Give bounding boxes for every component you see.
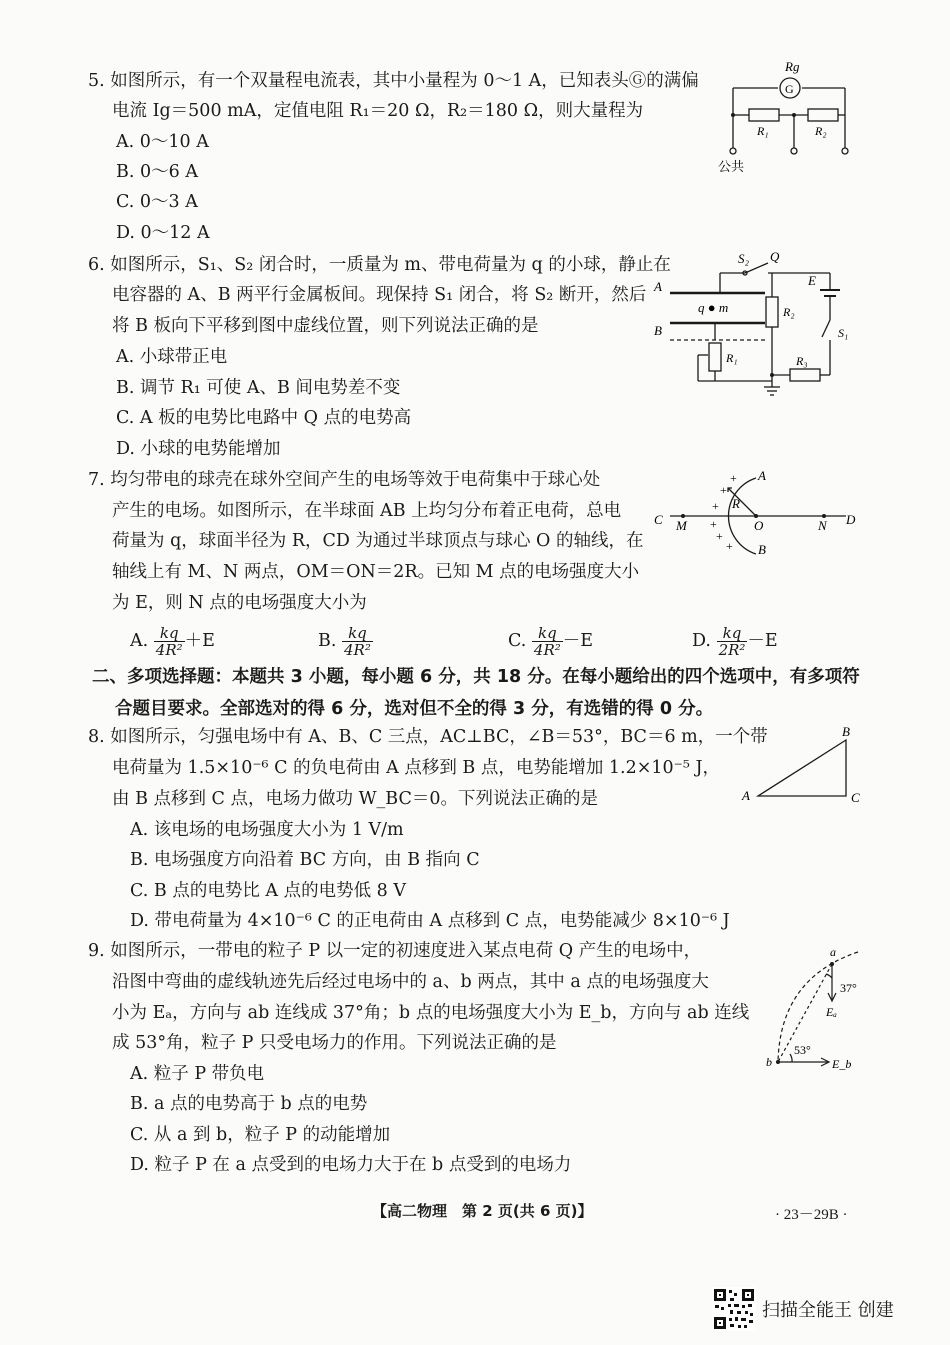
q5-option-c: C. 0～3 A [116, 192, 198, 212]
q7-fig-plus-2: + [720, 483, 727, 497]
q6-fig-ball-label: q ● m [698, 300, 729, 315]
q8-fig-a-label: A [742, 788, 750, 803]
q9-fig-ea-label: Eₐ [826, 1005, 837, 1019]
q8-stem-line-2: 电荷量为 1.5×10⁻⁶ C 的负电荷由 A 点移到 B 点，电势能增加 1.2×10⁻⁵ J， [112, 758, 720, 778]
q8-fig-c-label: C [851, 790, 860, 805]
q9-fig-angle-53: 53° [794, 1043, 811, 1057]
q5-fig-rg-label: Rg [785, 59, 800, 74]
q9-fig-b-label: b [766, 1055, 772, 1069]
q7-fig-m-label: M [676, 518, 687, 533]
q5-stem-line-1: 5. 如图所示，有一个双量程电流表，其中小量程为 0～1 A，已知表头Ⓖ的满偏 [88, 71, 699, 91]
q7-fig-plus-5: + [716, 529, 723, 543]
q6-stem-line-2: 电容器的 A、B 两平行金属板间。现保持 S₁ 闭合，将 S₂ 断开，然后 [112, 285, 647, 305]
q8-option-b: B. 电场强度方向沿着 BC 方向，由 B 指向 C [130, 850, 480, 870]
q6-option-a: A. 小球带正电 [116, 347, 228, 367]
q7-fig-a-label: A [758, 468, 766, 483]
q5-option-d: D. 0～12 A [116, 223, 210, 243]
q5-fig-r2-label: R₂ [815, 124, 827, 138]
q9-trajectory-diagram [760, 938, 875, 1073]
q9-fig-a-label: a [830, 945, 836, 959]
q7-stem-line-5: 为 E，则 N 点的电场强度大小为 [112, 593, 367, 613]
q9-stem-line-2: 沿图中弯曲的虚线轨迹先后经过电场中的 a、b 两点，其中 a 点的电场强度大 [112, 972, 709, 992]
q7-fig-plus-3: + [712, 499, 719, 513]
q8-option-a: A. 该电场的电场强度大小为 1 V/m [130, 820, 404, 840]
q9-option-b: B. a 点的电势高于 b 点的电势 [130, 1094, 368, 1114]
q6-fig-r1-label: R₁ [726, 351, 738, 365]
q7-stem-line-1: 7. 均匀带电的球壳在球外空间产生的电场等效于电荷集中于球心处 [88, 470, 601, 490]
q8-fig-b-label: B [842, 724, 850, 739]
q8-stem-line-1: 8. 如图所示，匀强电场中有 A、B、C 三点，AC⊥BC，∠B＝53°，BC＝6 m，一个带 [88, 727, 768, 747]
q7-fig-n-label: N [818, 518, 827, 533]
section-2-header-line-1: 二、多项选择题：本题共 3 小题，每小题 6 分，共 18 分。在每小题给出的四个选项中，有多项符 [92, 667, 860, 687]
q7-fig-d-label: D [846, 512, 856, 527]
q6-fig-s1-label: S₁ [838, 326, 849, 340]
q5-ammeter-circuit-diagram [715, 55, 865, 180]
q9-stem-line-1: 9. 如图所示，一带电的粒子 P 以一定的初速度进入某点电荷 Q 产生的电场中， [88, 941, 702, 961]
q7-option-d: D. $\frac{kq}{\text{2R²}}$ －E [692, 624, 778, 659]
q5-option-b: B. 0～6 A [116, 162, 198, 182]
section-2-header-line-2: 合题目要求。全部选对的得 6 分，选对但不全的得 3 分，有选错的得 0 分。 [115, 699, 714, 719]
q7-hemisphere-diagram [648, 462, 860, 562]
q9-option-c: C. 从 a 到 b，粒子 P 的动能增加 [130, 1125, 391, 1145]
q9-fig-eb-label: E_b [832, 1057, 852, 1071]
q9-option-d: D. 粒子 P 在 a 点受到的电场力大于在 b 点受到的电场力 [130, 1155, 572, 1175]
q7-fig-plus-6: + [726, 539, 733, 553]
q6-capacitor-circuit-diagram [650, 245, 855, 405]
q6-option-d: D. 小球的电势能增加 [116, 439, 281, 459]
q7-stem-line-3: 荷量为 q，球面半径为 R，CD 为通过半球顶点与球心 O 的轴线，在 [112, 531, 644, 551]
page-footer-code: · 23－29B · [775, 1207, 848, 1223]
q6-fig-r2-label: R₂ [783, 305, 795, 319]
q8-option-d: D. 带电荷量为 4×10⁻⁶ C 的正电荷由 A 点移到 C 点，电势能减少 8×10⁻⁶ J [130, 911, 730, 931]
q7-fig-plus-1: + [730, 471, 737, 485]
q7-fig-c-label: C [654, 512, 663, 527]
q7-stem-line-4: 轴线上有 M、N 两点，OM＝ON＝2R。已知 M 点的电场强度大小 [112, 562, 640, 582]
q5-fig-common-label: 公共 [718, 159, 745, 174]
q5-option-a: A. 0～10 A [116, 132, 209, 152]
q6-option-c: C. A 板的电势比电路中 Q 点的电势高 [116, 408, 412, 428]
q6-fig-q-label: Q [770, 249, 780, 264]
q5-fig-r1-label: R₁ [757, 124, 769, 138]
q7-fig-r-label: R [732, 496, 740, 511]
q8-triangle-diagram [738, 722, 863, 810]
q9-option-a: A. 粒子 P 带负电 [130, 1064, 265, 1084]
q6-fig-plate-b-label: B [654, 323, 662, 338]
q5-fig-galvanometer-label: G [785, 82, 794, 96]
q6-fig-e-label: E [808, 273, 816, 288]
scanner-watermark-text: 扫描全能王 创建 [762, 1300, 894, 1321]
q6-fig-plate-a-label: A [654, 279, 662, 294]
q7-option-b: B. $\frac{kq}{\text{4R²}}$ [318, 624, 371, 659]
q6-stem-line-1: 6. 如图所示，S₁、S₂ 闭合时，一质量为 m、带电荷量为 q 的小球，静止在 [88, 255, 671, 275]
q8-option-c: C. B 点的电势比 A 点的电势低 8 V [130, 881, 406, 901]
q7-fig-o-label: O [754, 518, 764, 533]
q7-fig-plus-4: + [710, 517, 717, 531]
q7-option-a: A. $\frac{kq}{\text{4R²}}$ ＋E [130, 624, 215, 659]
qr-code-icon [712, 1287, 756, 1331]
q5-stem-line-2: 电流 Ig＝500 mA，定值电阻 R₁＝20 Ω，R₂＝180 Ω，则大量程为 [112, 101, 644, 121]
q9-stem-line-3: 小为 Eₐ，方向与 ab 连线成 37°角；b 点的电场强度大小为 E_b，方向与 ab 连线 [112, 1003, 750, 1023]
page-footer-center: 【高二物理 第 2 页(共 6 页)】 [372, 1202, 593, 1220]
q6-option-b: B. 调节 R₁ 可使 A、B 间电势差不变 [116, 378, 401, 398]
q9-fig-angle-37: 37° [840, 981, 857, 995]
q6-fig-s2-label: S₂ [738, 251, 750, 266]
q9-stem-line-4: 成 53°角，粒子 P 只受电场力的作用。下列说法正确的是 [112, 1033, 557, 1053]
q7-fig-b-label: B [758, 542, 766, 557]
q7-stem-line-2: 产生的电场。如图所示，在半球面 AB 上均匀分布着正电荷，总电 [112, 501, 622, 521]
q8-stem-line-3: 由 B 点移到 C 点，电场力做功 W_BC＝0。下列说法正确的是 [112, 789, 599, 809]
q6-stem-line-3: 将 B 板向下平移到图中虚线位置，则下列说法正确的是 [112, 316, 539, 336]
q7-option-c: C. $\frac{kq}{\text{4R²}}$ －E [508, 624, 594, 659]
q6-fig-r3-label: R₃ [796, 354, 808, 368]
